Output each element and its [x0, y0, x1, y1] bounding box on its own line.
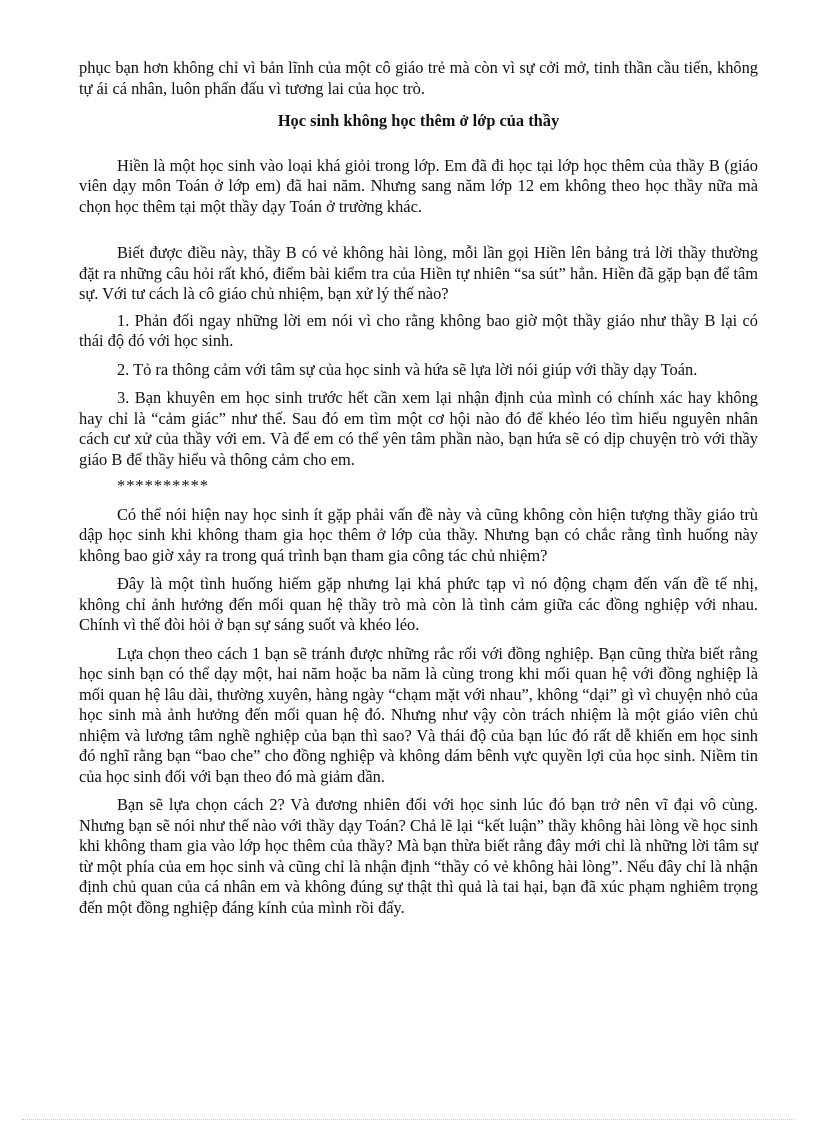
paragraph-analysis-1: Có thể nói hiện nay học sinh ít gặp phải vấn đề này và cũng không còn hiện tượng thầy giáo trù dập học sinh khi không tham gia học thêm ở lớp của thầy. Nhưng bạn có chắc rằng tình huống này không bao giờ xảy ra trong quá trình bạn tham gia công tác chủ nhiệm?	[79, 504, 758, 565]
document-page	[79, 58, 758, 918]
separator-stars: **********	[117, 476, 209, 495]
paragraph-analysis-3: Lựa chọn theo cách 1 bạn sẽ tránh được những rắc rối với đồng nghiệp. Bạn cũng thừa biết rằng học sinh bạn có thể dạy một, hai năm hoặc ba năm là cùng trong khi mối quan hệ với đồng nghiệp là mối quan hệ lâu dài, thường xuyên, hàng ngày “chạm mặt với nhau”, không “dại” gì vì chuyện nhỏ của học sinh mà ảnh hưởng đến mối quan hệ đó. Nhưng như vậy còn trách nhiệm là một giáo viên chủ nhiệm và lương tâm nghề nghiệp của bạn thì sao? Và thái độ của bạn lúc đó rất dễ khiến em học sinh đó nghĩ rằng bạn “bao che” cho đồng nghiệp và không dám bênh vực quyền lợi của học sinh. Niềm tin của học sinh đối với bạn theo đó mà giảm dần.	[79, 643, 758, 786]
paragraph-question: Biết được điều này, thầy B có vẻ không hài lòng, mỗi lần gọi Hiền lên bảng trả lời thầy thường đặt ra những câu hỏi rất khó, điểm bài kiểm tra của Hiền tự nhiên “sa sút” hẳn. Hiền đã gặp bạn để tâm sự. Với tư cách là cô giáo chủ nhiệm, bạn xử lý thế nào?	[79, 243, 758, 303]
paragraph-analysis-4: Bạn sẽ lựa chọn cách 2? Và đương nhiên đối với học sinh lúc đó bạn trở nên vĩ đại vô cùng. Nhưng bạn sẽ nói như thế nào với thầy dạy Toán? Chả lẽ lại “kết luận” thầy không hài lòng về học sinh khi không tham gia vào lớp học thêm của thầy? Mà bạn thừa biết rằng đây mới chỉ là những lời tâm sự từ một phía của em học sinh và cũng chỉ là nhận định “thầy có vẻ không hài lòng”. Nếu đây chỉ là nhận định chủ quan của cá nhân em và không đúng sự thật thì quả là tai hại, bạn đã xúc phạm nghiêm trọng đến một đồng nghiệp đáng kính của mình rồi đấy.	[79, 795, 758, 917]
intro-paragraph: phục bạn hơn không chỉ vì bản lĩnh của một cô giáo trẻ mà còn vì sự cởi mở, tinh thần cầu tiến, không tự ái cá nhân, luôn phấn đấu vì tương lai của học trò.	[79, 58, 758, 98]
option-1: 1. Phản đối ngay những lời em nói vì cho rằng không bao giờ một thầy giáo như thầy B lại có thái độ đó với học sinh.	[79, 310, 758, 350]
paragraph-situation: Hiền là một học sinh vào loại khá giỏi trong lớp. Em đã đi học tại lớp học thêm của thầy B (giáo viên dạy môn Toán ở lớp em) đã hai năm. Nhưng sang năm lớp 12 em không theo học thầy nữa mà chọn học thêm tại một thầy dạy Toán ở trường khác.	[79, 155, 758, 216]
page-bottom-divider	[22, 1119, 794, 1120]
section-title: Học sinh không học thêm ở lớp của thầy	[277, 111, 560, 130]
option-3: 3. Bạn khuyên em học sinh trước hết cần xem lại nhận định của mình có chính xác hay không hay chỉ là “cảm giác” như thế. Sau đó em tìm một cơ hội nào đó để khéo léo tìm hiểu nguyên nhân cách cư xử của thầy với em. Và để em có thể yên tâm phần nào, bạn hứa sẽ có dịp chuyện trò với thầy giáo B để thầy hiểu và thông cảm cho em.	[79, 388, 758, 469]
paragraph-analysis-2: Đây là một tình huống hiếm gặp nhưng lại khá phức tạp vì nó động chạm đến vấn đề tế nhị, không chỉ ảnh hưởng đến mối quan hệ thầy trò mà còn là tình cảm giữa các đồng nghiệp với nhau. Chính vì thế đòi hỏi ở bạn sự sáng suốt và khéo léo.	[79, 574, 758, 634]
option-2: 2. Tỏ ra thông cảm với tâm sự của học sinh và hứa sẽ lựa lời nói giúp với thầy dạy Toán.	[117, 359, 698, 379]
